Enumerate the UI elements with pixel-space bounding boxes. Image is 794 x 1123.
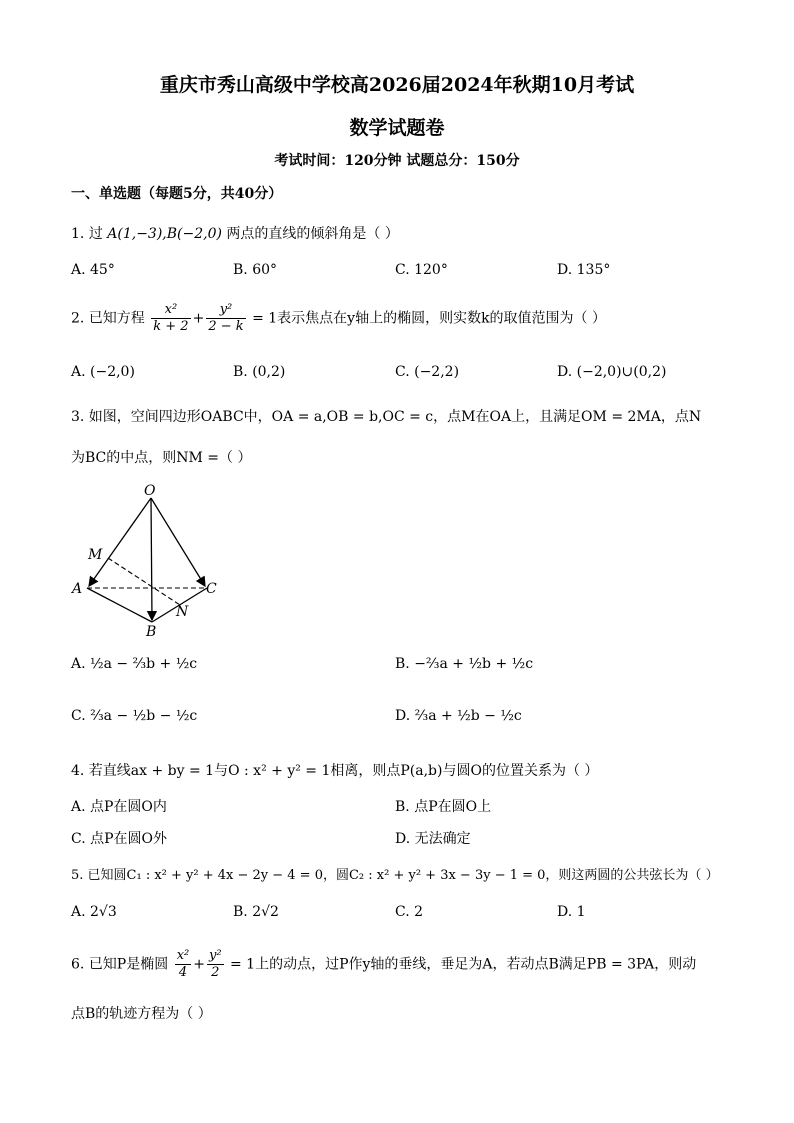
- q2-f1-den: k + 2: [153, 319, 189, 334]
- q3-option-c: C. ⅔a − ½b − ½c: [71, 708, 198, 724]
- q3-line-2: 为BC的中点，则NM =（ ）: [71, 450, 252, 466]
- question-1: [71, 223, 399, 243]
- label-n: N: [176, 604, 189, 620]
- label-a: A: [72, 581, 83, 597]
- q5-option-b: B. 2√2: [233, 904, 279, 920]
- q3-option-a: A. ½a − ⅔b + ½c: [71, 656, 198, 672]
- q4-option-c: C. 点P在圆O外: [71, 831, 168, 847]
- q3-option-b: B. −⅔a + ½b + ½c: [395, 656, 534, 672]
- question-4: 4. 若直线ax + by = 1与O : x² + y² = 1相离，则点P(a,b)与圆O的位置关系为（ ）: [71, 763, 599, 779]
- q6-f1-num: x²: [176, 948, 190, 963]
- q3-line-1: 3. 如图，空间四边形OABC中，OA = a,OB = b,OC = c，点M在OA上，且满足OM = 2MA，点N: [71, 409, 702, 425]
- q1-number: 1.: [71, 226, 85, 242]
- q2-f1-num: x²: [151, 302, 190, 319]
- q2-fraction-2: [206, 302, 245, 335]
- q5-option-d: D. 1: [557, 904, 586, 920]
- tetrahedron-figure: [70, 478, 230, 643]
- label-m: M: [88, 547, 103, 563]
- q1-option-a: A. 45°: [71, 262, 115, 278]
- q2-pre: 已知方程: [88, 310, 145, 327]
- q6-line-2: 点B的轨迹方程为（ ）: [71, 1006, 212, 1022]
- q1-points: A(1,−3),B(−2,0): [107, 226, 222, 242]
- q2-option-a: A. (−2,0): [71, 364, 135, 380]
- question-5: 5. 已知圆C₁ : x² + y² + 4x − 2y − 4 = 0，圆C₂ : x² + y² + 3x − 3y − 1 = 0，则这两圆的公共弦长为（ ）: [71, 868, 719, 883]
- q1-option-b: B. 60°: [233, 262, 278, 278]
- exam-info: 考试时间：120分钟 试题总分：150分: [274, 153, 520, 169]
- edge-ob: [151, 498, 152, 620]
- q6-f2-num: y²: [208, 948, 222, 963]
- q1-post: 两点的直线的倾斜角是（ ）: [226, 226, 399, 242]
- q6-number: 6.: [71, 956, 85, 973]
- q2-option-d: D. (−2,0)∪(0,2): [557, 364, 667, 380]
- q6-fraction-2: [207, 948, 224, 981]
- q3-option-d: D. ⅔a + ½b − ½c: [395, 708, 522, 724]
- q1-option-d: D. 135°: [557, 262, 611, 278]
- q1-option-c: C. 120°: [395, 262, 448, 278]
- q6-post: = 1上的动点，过P作y轴的垂线，垂足为A，若动点B满足PB = 3PA，则动: [229, 956, 697, 973]
- exam-title: 重庆市秀山高级中学校高2026届2024年秋期10月考试: [159, 74, 635, 96]
- edge-oa: [89, 498, 151, 586]
- q1-pre: 过: [88, 226, 103, 242]
- q2-option-c: C. (−2,2): [395, 364, 460, 380]
- section-heading: 一、单选题（每题5分，共40分）: [71, 186, 283, 202]
- q2-f2-den: 2 − k: [208, 319, 244, 334]
- q2-number: 2.: [71, 310, 85, 327]
- q4-option-d: D. 无法确定: [395, 831, 471, 847]
- segment-mn-dashed: [108, 558, 180, 605]
- edge-oc: [151, 498, 205, 586]
- edge-ab: [87, 588, 152, 622]
- q4-option-a: A. 点P在圆O内: [71, 799, 167, 815]
- q2-f2-num: y²: [206, 302, 245, 319]
- q6-f2-den: 2: [211, 965, 220, 980]
- q5-option-c: C. 2: [395, 904, 424, 920]
- q6-pre: 已知P是椭圆: [88, 956, 169, 973]
- q2-post: = 1表示焦点在y轴上的椭圆，则实数k的取值范围为（ ）: [252, 310, 607, 327]
- label-c: C: [206, 581, 217, 597]
- q6-f1-den: 4: [178, 965, 188, 980]
- question-6: 6. 已知P是椭圆 $\frac{\text{x²}}{4}$ + $\frac{\text{y²}}{2}$ = 1上的动点，过P作y轴的垂线，垂足为A，若动点B满足PB = 3PA，则动: [71, 948, 697, 980]
- q6-fraction-1: [175, 948, 192, 981]
- label-b: B: [146, 624, 157, 640]
- q2-fraction-1: [151, 302, 190, 335]
- exam-subtitle: 数学试题卷: [349, 117, 445, 139]
- question-2: 2. 已知方程 $\frac{\text{x²}}{k + 2}$ + $\frac{\text{y²}}{2 - k}$ = 1表示焦点在y轴上的椭圆，则实数k的取值范围为（ ）: [71, 302, 607, 334]
- label-o: O: [144, 483, 156, 499]
- q4-option-b: B. 点P在圆O上: [395, 799, 492, 815]
- q5-option-a: A. 2√3: [71, 904, 117, 920]
- q2-option-b: B. (0,2): [233, 364, 286, 380]
